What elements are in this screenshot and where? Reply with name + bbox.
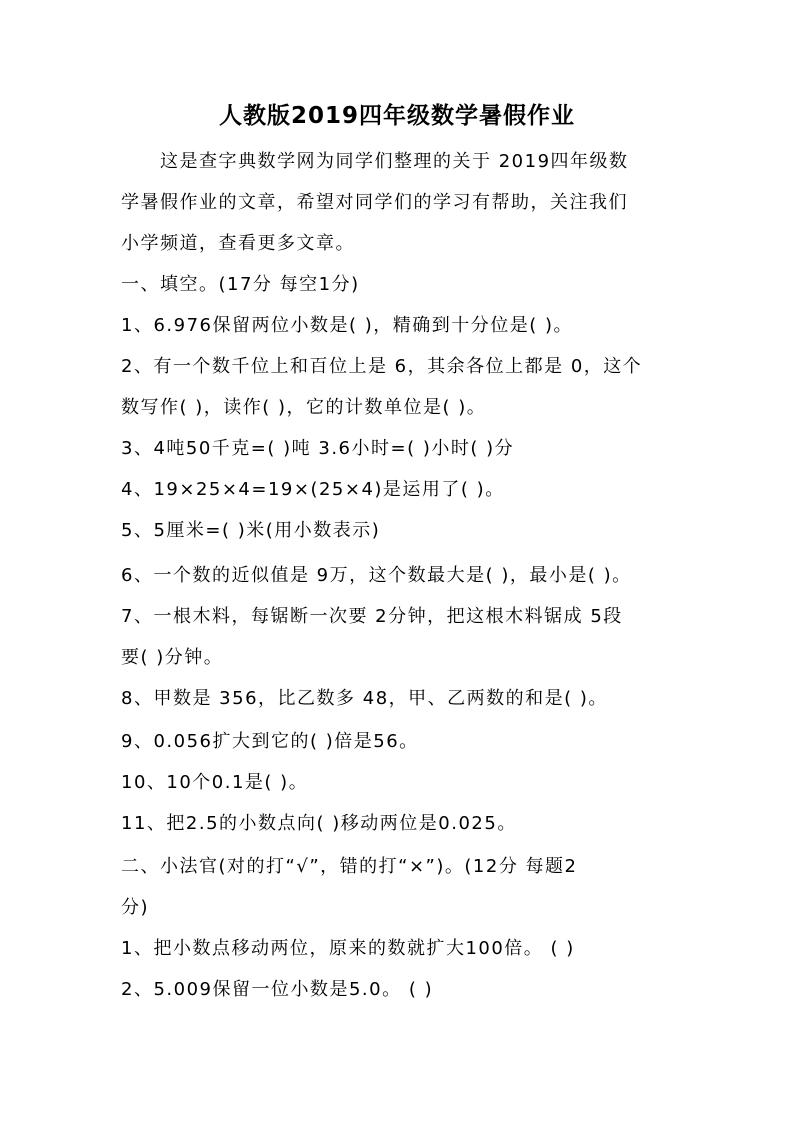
section2-heading: 二、小法官(对的打“√”，错的打“×”)。(12分 每题2 bbox=[121, 856, 578, 877]
intro-line-3: 小学频道，查看更多文章。 bbox=[121, 233, 355, 254]
question-line: 1、把小数点移动两位，原来的数就扩大100倍。 ( ) bbox=[121, 938, 575, 959]
question-line: 9、0.056扩大到它的( )倍是56。 bbox=[121, 731, 419, 752]
question-line: 11、把2.5的小数点向( )移动两位是0.025。 bbox=[121, 813, 517, 834]
question-line: 2、有一个数千位上和百位上是 6，其余各位上都是 0，这个 bbox=[121, 356, 643, 377]
section2-heading-continued: 分) bbox=[121, 897, 150, 918]
question-line: 8、甲数是 356，比乙数多 48，甲、乙两数的和是( )。 bbox=[121, 688, 608, 709]
question-line: 1、6.976保留两位小数是( )，精确到十分位是( )。 bbox=[121, 315, 574, 336]
question-line: 10、10个0.1是( )。 bbox=[121, 772, 309, 793]
question-line: 7、一根木料，每锯断一次要 2分钟，把这根木料锯成 5段 bbox=[121, 606, 623, 627]
question-line: 5、5厘米=( )米(用小数表示) bbox=[121, 520, 381, 541]
question-line: 数写作( )，读作( )，它的计数单位是( )。 bbox=[121, 397, 487, 418]
intro-line-1: 这是查字典数学网为同学们整理的关于 2019四年级数 bbox=[160, 151, 629, 172]
question-line: 4、19×25×4=19×(25×4)是运用了( )。 bbox=[121, 479, 505, 500]
section1-heading: 一、填空。(17分 每空1分) bbox=[121, 274, 360, 295]
question-line: 2、5.009保留一位小数是5.0。 ( ) bbox=[121, 979, 434, 1000]
question-line: 要( )分钟。 bbox=[121, 647, 224, 668]
document-title: 人教版2019四年级数学暑假作业 bbox=[218, 103, 575, 129]
question-line: 3、4吨50千克=( )吨 3.6小时=( )小时( )分 bbox=[121, 438, 515, 459]
intro-line-2: 学暑假作业的文章，希望对同学们的学习有帮助，关注我们 bbox=[121, 192, 628, 213]
question-line: 6、一个数的近似值是 9万，这个数最大是( )，最小是( )。 bbox=[121, 565, 632, 586]
